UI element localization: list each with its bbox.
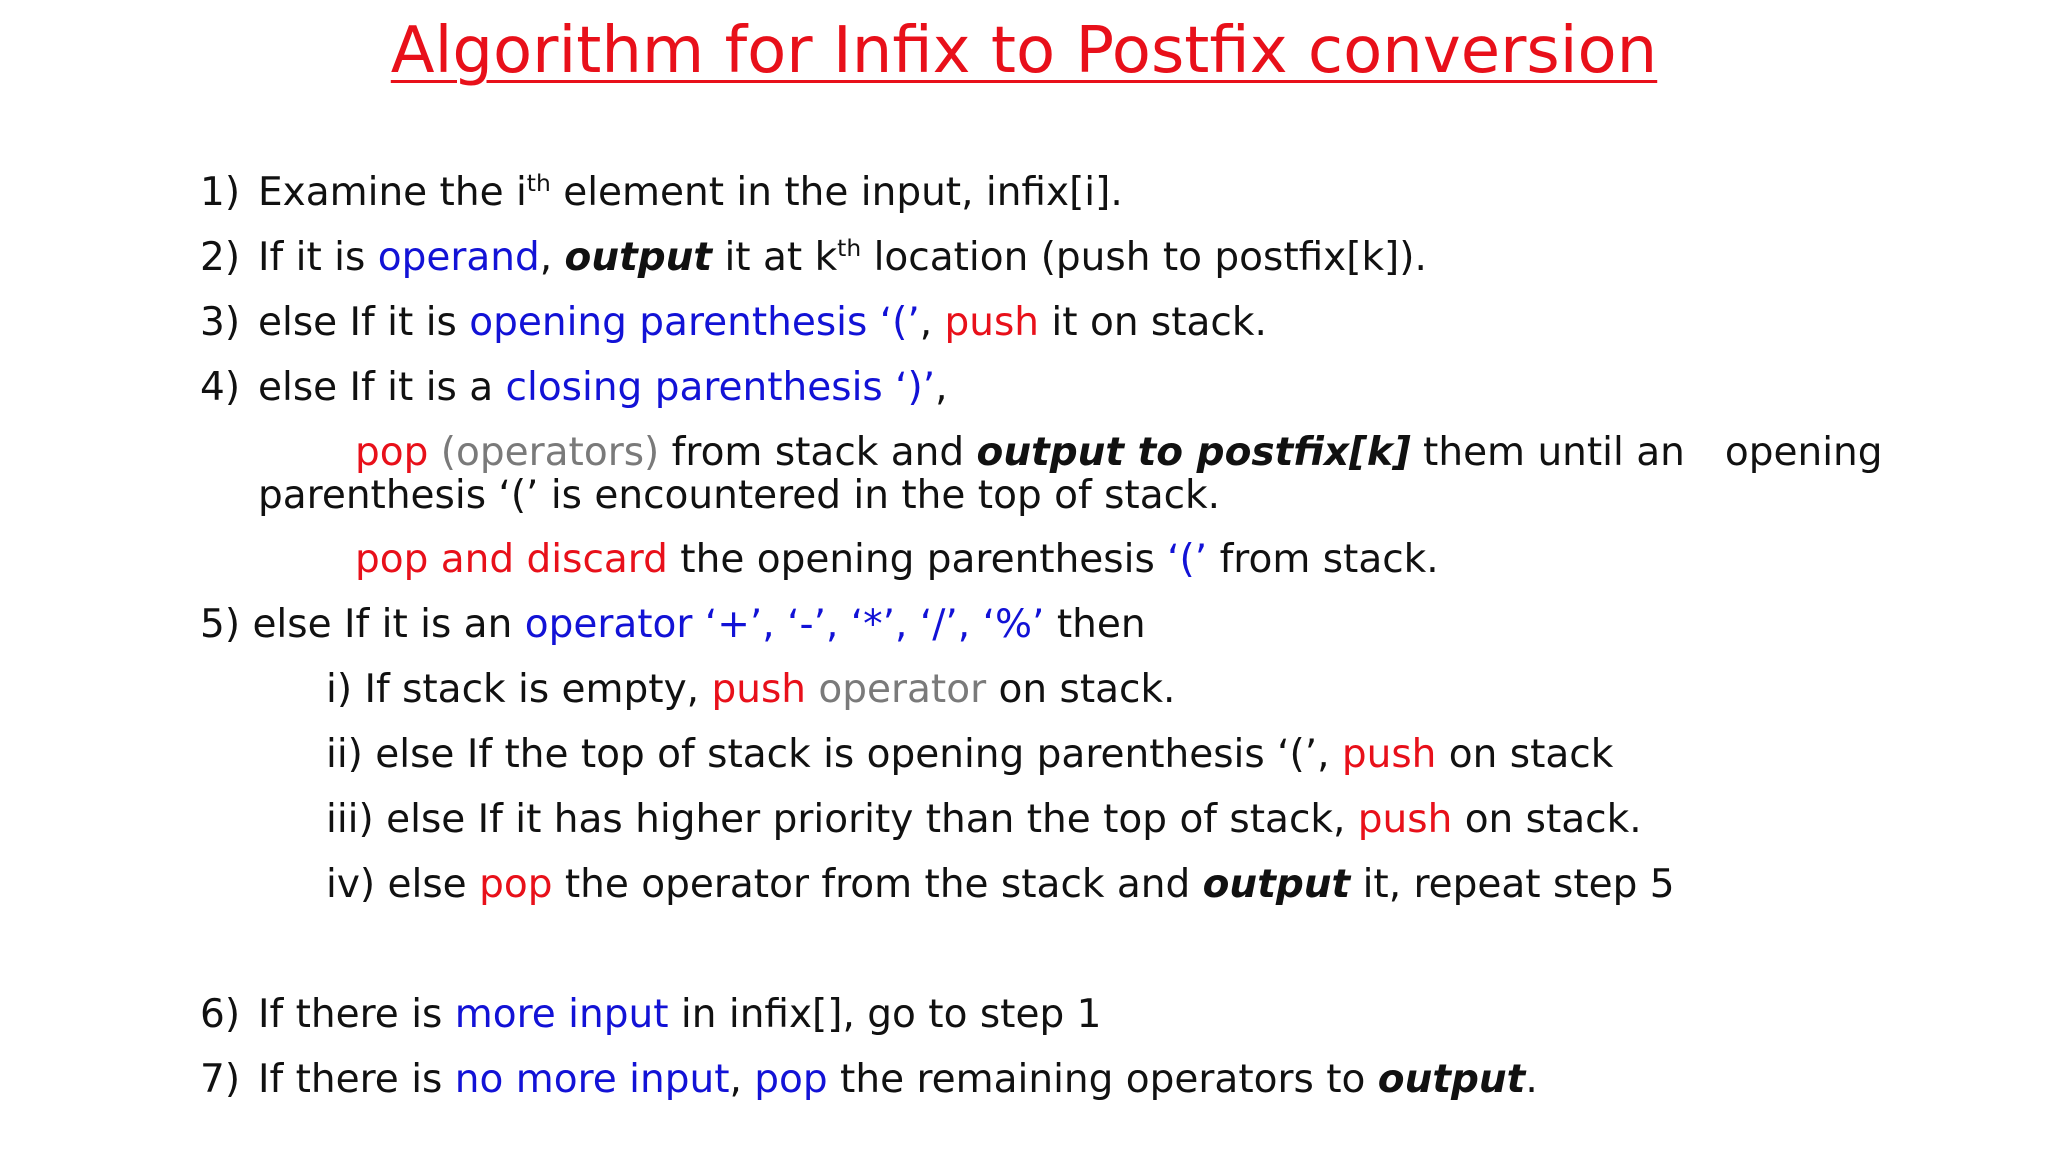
step-text: parenthesis ‘(’ is encountered in the top of stack. (258, 473, 1221, 518)
step-text: , (729, 1057, 755, 1102)
step-text: ii) else If the top of stack is opening parenthesis ‘(’, (326, 732, 1342, 777)
keyword-paren: ‘(’ (1167, 537, 1208, 582)
step-text: from stack and (659, 430, 977, 475)
step-text: on stack (1436, 732, 1614, 777)
step-2 (200, 233, 1427, 283)
step-number: 6) (200, 992, 241, 1037)
step-4-detail-3 (355, 535, 1439, 585)
step-5-ii (326, 730, 1613, 780)
keyword-pop-and-discard: pop and discard (355, 537, 668, 582)
step-text: If there is (258, 992, 455, 1037)
keyword-output: output (1377, 1057, 1526, 1102)
keyword-more-input: more input (454, 992, 669, 1037)
step-text: , (539, 235, 565, 280)
keyword-push: push (944, 300, 1040, 345)
keyword-operator-list: operator ‘+’, ‘-’, ‘*’, ‘/’, ‘%’ (524, 602, 1045, 647)
step-text: If it is (258, 235, 378, 280)
step-4-detail-2 (258, 471, 1220, 521)
step-number: 3) (200, 300, 241, 345)
step-text: iii) else If it has higher priority than the top of stack, (326, 797, 1358, 842)
step-3 (200, 298, 1267, 348)
keyword-operand: operand (377, 235, 540, 280)
step-text: element in the input, infix[i]. (550, 170, 1123, 215)
step-text (428, 430, 440, 475)
step-text: it on stack. (1039, 300, 1267, 345)
step-text: , (935, 365, 948, 410)
keyword-operator: operator (818, 667, 987, 712)
step-5-i (326, 665, 1175, 715)
step-7 (200, 1055, 1538, 1105)
step-text: in infix[], go to step 1 (668, 992, 1102, 1037)
step-text: the operator from the stack and (552, 862, 1203, 907)
keyword-push: push (1341, 732, 1437, 777)
step-text: the opening parenthesis (667, 537, 1168, 582)
step-text: Examine the i (258, 170, 527, 215)
keyword-push: push (1357, 797, 1453, 842)
keyword-no-more-input: no more input (454, 1057, 730, 1102)
step-number: 1) (200, 170, 241, 215)
step-6 (200, 990, 1101, 1040)
keyword-output: output to postfix[k] (976, 430, 1411, 475)
step-5-iv (326, 860, 1675, 910)
step-text: location (push to postfix[k]). (861, 235, 1427, 280)
step-text: on stack. (986, 667, 1176, 712)
superscript: th (526, 169, 551, 197)
keyword-pop: pop (754, 1057, 828, 1102)
step-number: 4) (200, 365, 241, 410)
step-text: then (1044, 602, 1146, 647)
keyword-opening-parenthesis: opening parenthesis ‘(’ (469, 300, 920, 345)
step-text: iv) else (326, 862, 480, 907)
step-text: else If it is an (252, 602, 525, 647)
step-text: else If it is a (258, 365, 506, 410)
step-text: , (919, 300, 945, 345)
step-text: from stack. (1207, 537, 1439, 582)
step-5-iii (326, 795, 1642, 845)
step-text: else If it is (258, 300, 470, 345)
step-4 (200, 363, 948, 413)
step-text (806, 667, 818, 712)
step-text: the remaining operators to (827, 1057, 1378, 1102)
step-text: i) If stack is empty, (326, 667, 712, 712)
step-1 (200, 168, 1123, 218)
step-text: them until an (1410, 430, 1685, 475)
page-title: Algorithm for Infix to Postfix conversion (390, 14, 1658, 88)
keyword-output: output (564, 235, 713, 280)
step-text: . (1525, 1057, 1538, 1102)
step-number: 5) (200, 602, 241, 647)
keyword-closing-parenthesis: closing parenthesis ‘)’ (505, 365, 936, 410)
step-number: 7) (200, 1057, 241, 1102)
keyword-operators: (operators) (440, 430, 660, 475)
keyword-push: push (711, 667, 806, 712)
superscript: th (837, 234, 862, 262)
step-text: opening (1724, 430, 1883, 475)
step-text: it, repeat step 5 (1350, 862, 1675, 907)
step-5 (200, 600, 1146, 650)
step-text: on stack. (1452, 797, 1642, 842)
keyword-pop: pop (479, 862, 553, 907)
step-text: If there is (258, 1057, 455, 1102)
step-text: it at k (712, 235, 838, 280)
keyword-pop: pop (355, 430, 429, 475)
step-number: 2) (200, 235, 241, 280)
keyword-output: output (1202, 862, 1351, 907)
